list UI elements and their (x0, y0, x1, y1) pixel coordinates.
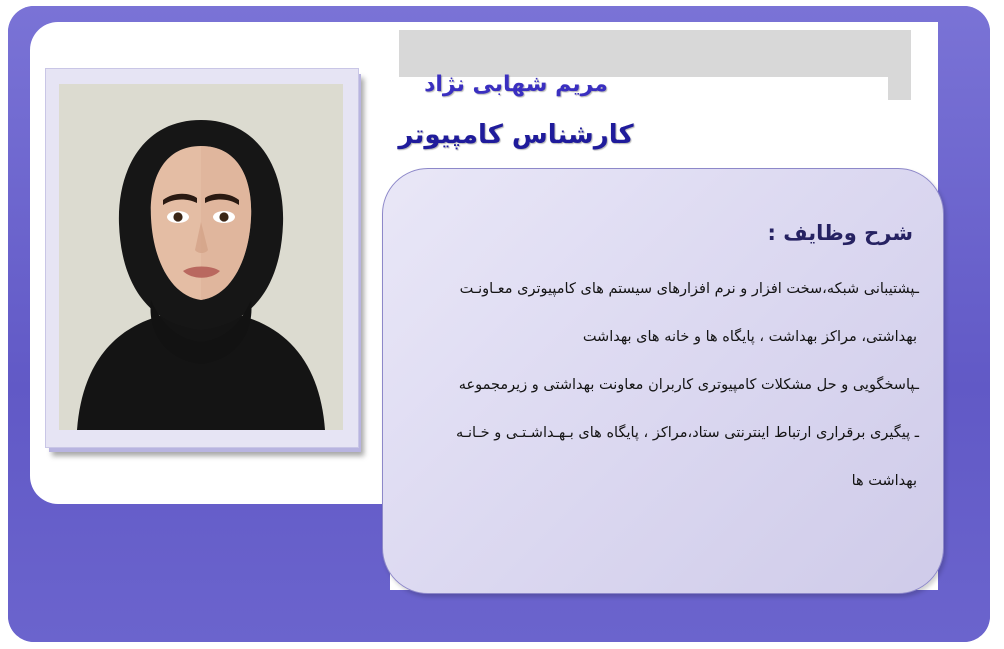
list-item: ـپشتیبانی شبکه،سخت افزار و نرم افزارهای سیستم های کامپیوتری معـاونـت (459, 281, 919, 297)
decorative-grey-bar (399, 30, 911, 77)
avatar (59, 84, 343, 430)
portrait-illustration (59, 84, 343, 430)
duties-title: شرح وظایف : (767, 221, 913, 245)
person-role: کارشناس کامپیوتر (398, 120, 634, 150)
list-item: ـ پیگیری برقراری ارتباط اینترنتی ستاد،مراکز ، پایگاه های بـهـداشـتـی و خـانـه (455, 425, 919, 441)
person-name: مریم شهابی نژاد (424, 72, 608, 97)
decorative-grey-block (888, 30, 911, 100)
list-item: ـپاسخگویی و حل مشکلات کامپیوتری کاربران معاونت بهداشتی و زیرمجموعه (458, 377, 919, 393)
duties-list (409, 265, 919, 505)
list-item: بهداشت ها (851, 473, 917, 489)
list-item: بهداشتی، مراکز بهداشت ، پایگاه ها و خانه های بهداشت (582, 329, 917, 345)
duties-panel (382, 168, 944, 594)
